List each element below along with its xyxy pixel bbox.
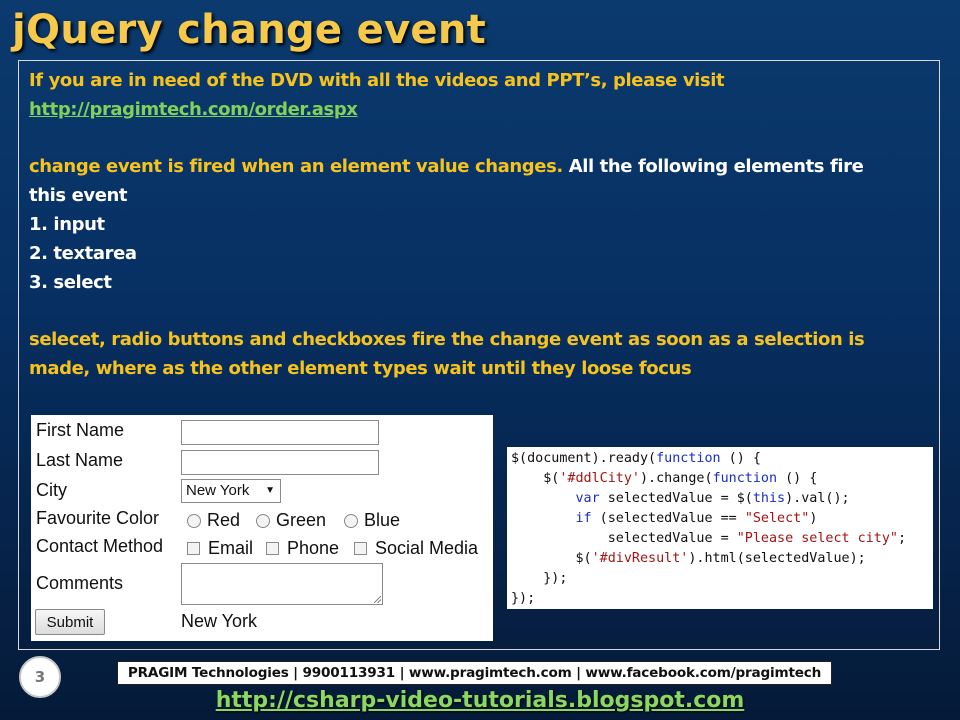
demo-form bbox=[31, 415, 493, 641]
last-name-label: Last Name bbox=[36, 450, 124, 470]
favourite-color-label: Favourite Color bbox=[36, 508, 160, 528]
code-line: $(document).ready(function () { bbox=[511, 451, 761, 466]
city-label: City bbox=[36, 480, 67, 500]
contact-option-phone[interactable] bbox=[266, 538, 339, 559]
company-info-bar: PRAGIM Technologies | 9900113931 | www.pragimtech.com | www.facebook.com/pragimtech bbox=[117, 661, 832, 685]
spacer bbox=[29, 125, 929, 154]
code-line: $('#divResult').html(selectedValue); bbox=[511, 551, 866, 566]
list-item-input: 1. input bbox=[29, 213, 105, 235]
contact-option-label: Phone bbox=[287, 538, 340, 558]
radio-icon bbox=[256, 514, 270, 528]
contact-option-label: Social Media bbox=[375, 538, 479, 558]
code-line: }); bbox=[511, 571, 568, 586]
comments-label: Comments bbox=[36, 573, 124, 593]
intro-text bbox=[29, 67, 929, 384]
change-definition-highlight: change event is fired when an element value changes. bbox=[29, 156, 563, 178]
color-option-label: Blue bbox=[364, 510, 401, 530]
color-option-green[interactable] bbox=[256, 510, 326, 531]
code-line: $('#ddlCity').change(function () { bbox=[511, 471, 818, 486]
code-line: selectedValue = "Please select city"; bbox=[511, 531, 907, 546]
code-line: if (selectedValue == "Select") bbox=[575, 511, 818, 526]
dvd-line: If you are in need of the DVD with all the videos and PPT’s, please visit bbox=[29, 70, 725, 91]
last-name-input[interactable] bbox=[181, 450, 379, 475]
change-definition-rest-2: this event bbox=[29, 185, 128, 207]
submit-button[interactable]: Submit bbox=[35, 609, 105, 635]
code-line: }); bbox=[511, 591, 536, 606]
color-option-label: Green bbox=[276, 510, 327, 530]
code-line: var selectedValue = $(this).val(); bbox=[575, 491, 850, 506]
caret-down-icon: ▼ bbox=[265, 485, 275, 496]
color-option-blue[interactable] bbox=[344, 510, 400, 531]
spacer bbox=[29, 297, 929, 326]
contact-method-label: Contact Method bbox=[36, 536, 164, 556]
contact-option-label: Email bbox=[208, 538, 254, 558]
city-selected-value: New York bbox=[186, 482, 250, 499]
selection-note-line-1: selecet, radio buttons and checkboxes fire the change event as soon as a selection is bbox=[29, 329, 865, 351]
comments-textarea[interactable] bbox=[181, 563, 383, 605]
change-definition bbox=[29, 153, 929, 182]
contact-option-email[interactable] bbox=[187, 538, 253, 559]
color-option-label: Red bbox=[207, 510, 241, 530]
checkbox-icon bbox=[354, 542, 367, 555]
radio-icon bbox=[187, 514, 201, 528]
first-name-input[interactable] bbox=[181, 420, 379, 445]
checkbox-icon bbox=[266, 542, 279, 555]
code-snippet bbox=[507, 447, 933, 609]
contact-option-social-media[interactable] bbox=[354, 538, 478, 559]
list-item-textarea: 2. textarea bbox=[29, 242, 137, 264]
list-item-select: 3. select bbox=[29, 271, 112, 293]
first-name-label: First Name bbox=[36, 420, 125, 440]
result-text: New York bbox=[181, 611, 258, 631]
city-select[interactable] bbox=[181, 479, 281, 503]
content-box bbox=[18, 60, 940, 650]
blog-link[interactable]: http://csharp-video-tutorials.blogspot.com bbox=[215, 688, 745, 713]
color-option-red[interactable] bbox=[187, 510, 240, 531]
radio-icon bbox=[344, 514, 358, 528]
selection-note-line-2: made, where as the other element types wait until they loose focus bbox=[29, 357, 692, 379]
checkbox-icon bbox=[187, 542, 200, 555]
resize-grip-icon[interactable] bbox=[374, 596, 381, 603]
dvd-order-link[interactable]: http://pragimtech.com/order.aspx bbox=[29, 98, 358, 120]
change-definition-rest: All the following elements fire bbox=[562, 156, 864, 178]
slide-title: jQuery change event bbox=[12, 7, 487, 53]
page-number-badge: 3 bbox=[19, 656, 61, 698]
